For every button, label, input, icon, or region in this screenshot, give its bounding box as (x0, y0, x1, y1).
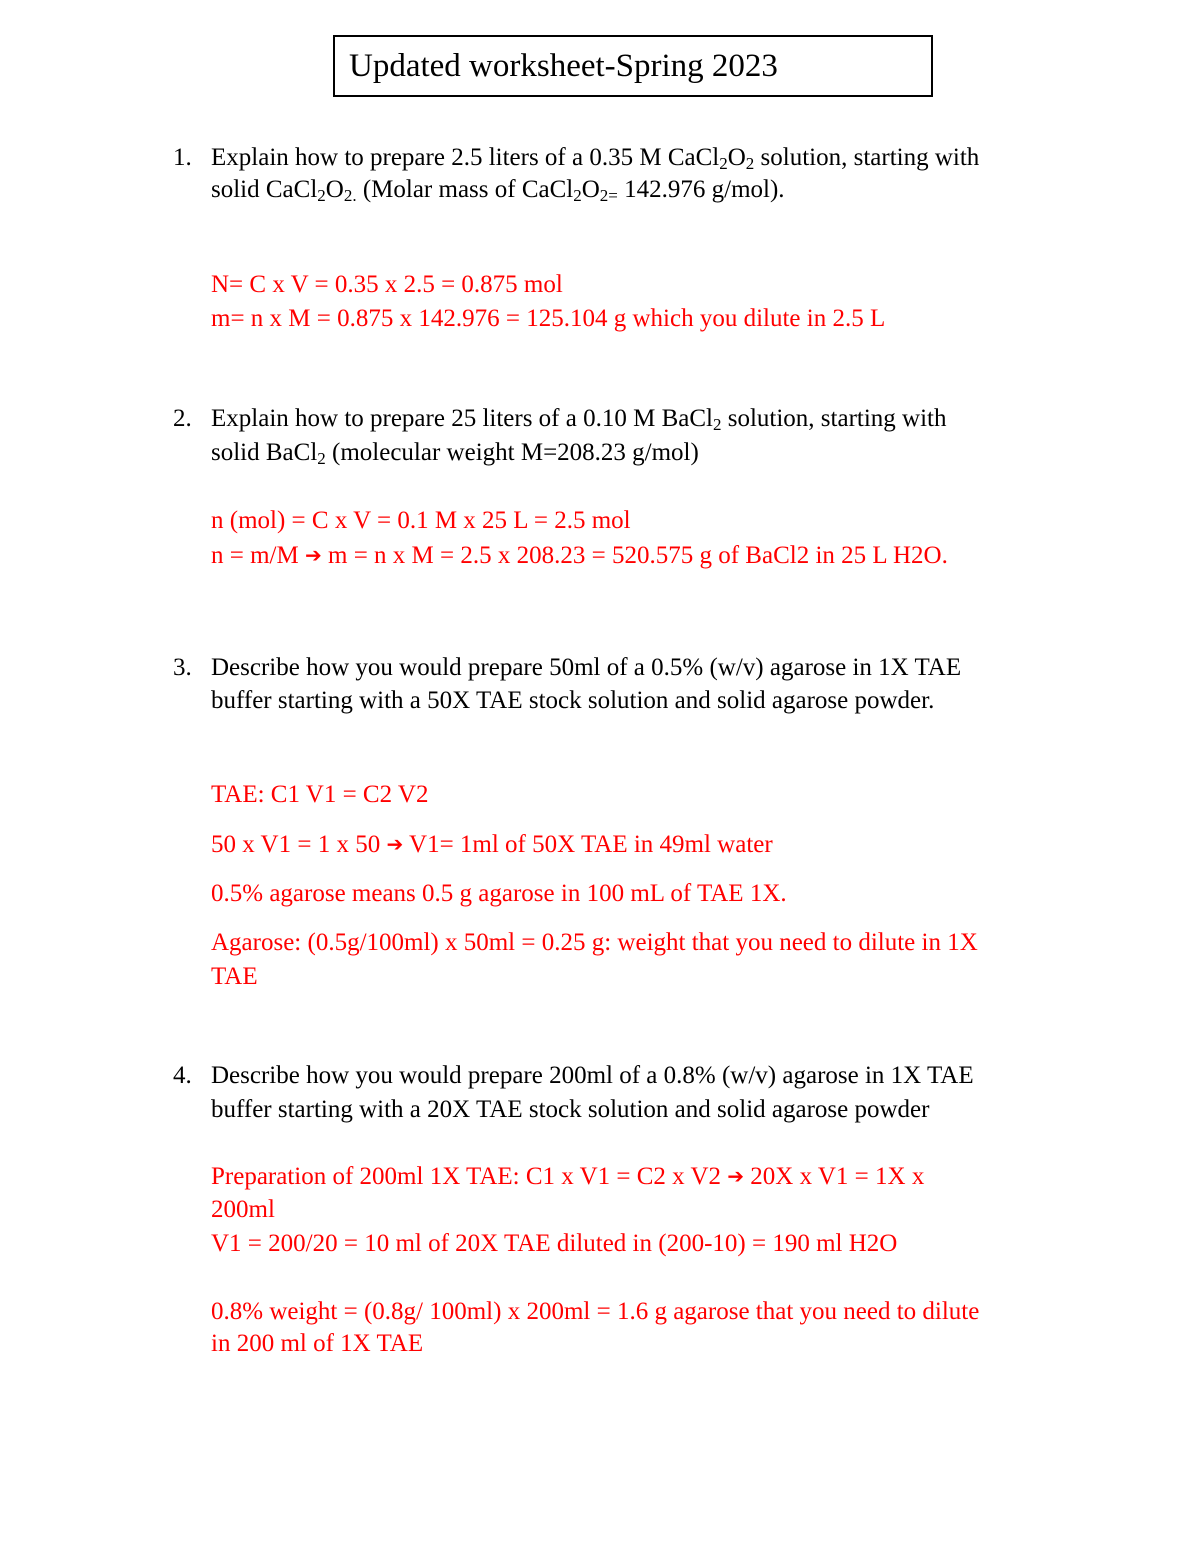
answer-1-line-1: N= C x V = 0.35 x 2.5 = 0.875 mol (211, 271, 563, 298)
question-4-line-2: buffer starting with a 20X TAE stock solution and solid agarose powder (211, 1096, 930, 1123)
question-4-number: 4. (173, 1062, 192, 1089)
answer-3-line-3: 0.5% agarose means 0.5 g agarose in 100 mL of TAE 1X. (211, 880, 787, 907)
answer-3-line-5: TAE (211, 963, 258, 990)
question-4-line-1: Describe how you would prepare 200ml of a 0.8% (w/v) agarose in 1X TAE (211, 1062, 974, 1089)
arrow-right-icon: ➔ (386, 832, 404, 856)
question-1-line-2: solid $CaCl_2O_{2.}$ (Molar mass of $CaCl_2O_{2=}$ 142.976 g/mol). (211, 176, 785, 205)
question-1-number: 1. (173, 144, 192, 171)
arrow-right-icon: ➔ (304, 543, 322, 567)
question-3-line-1: Describe how you would prepare 50ml of a 0.5% (w/v) agarose in 1X TAE (211, 654, 962, 681)
answer-1-line-2: m= n x M = 0.875 x 142.976 = 125.104 g which you dilute in 2.5 L (211, 305, 886, 332)
question-2-line-1: Explain how to prepare 25 liters of a 0.10 M BaCl$_2$ solution, starting with (211, 405, 947, 434)
question-3-number: 3. (173, 654, 192, 681)
title-box (333, 35, 933, 97)
question-1-line-1: Explain how to prepare 2.5 liters of a 0.35 M $CaCl_2O_2$ solution, starting with (211, 144, 980, 173)
question-2-number: 2. (173, 405, 192, 432)
arrow-right-icon: ➔ (727, 1164, 745, 1188)
worksheet-title: Updated worksheet-Spring 2023 (349, 48, 778, 84)
answer-4-line-1: Preparation of 200ml 1X TAE: C1 x V1 = C2 x V2 ➔ 20X x V1 = 1X x (211, 1163, 925, 1190)
answer-4-line-3: V1 = 200/20 = 10 ml of 20X TAE diluted in (200-10) = 190 ml H2O (211, 1230, 898, 1257)
answer-4-line-2: 200ml (211, 1196, 275, 1223)
answer-4-line-5: in 200 ml of 1X TAE (211, 1330, 424, 1357)
answer-3-line-1: TAE: C1 V1 = C2 V2 (211, 781, 429, 808)
answer-3-line-2: 50 x V1 = 1 x 50 ➔ V1= 1ml of 50X TAE in 49ml water (211, 831, 773, 858)
question-3-line-2: buffer starting with a 50X TAE stock solution and solid agarose powder. (211, 687, 935, 714)
question-2-line-2: solid BaCl$_2$ (molecular weight M=208.23 g/mol) (211, 439, 699, 468)
answer-2-line-1: n (mol) = C x V = 0.1 M x 25 L = 2.5 mol (211, 507, 631, 534)
answer-2-line-2: n = m/M ➔ m = n x M = 2.5 x 208.23 = 520.575 g of BaCl2 in 25 L H2O. (211, 542, 948, 569)
answer-3-line-4: Agarose: (0.5g/100ml) x 50ml = 0.25 g: weight that you need to dilute in 1X (211, 929, 978, 956)
answer-4-line-4: 0.8% weight = (0.8g/ 100ml) x 200ml = 1.6 g agarose that you need to dilute (211, 1298, 980, 1325)
